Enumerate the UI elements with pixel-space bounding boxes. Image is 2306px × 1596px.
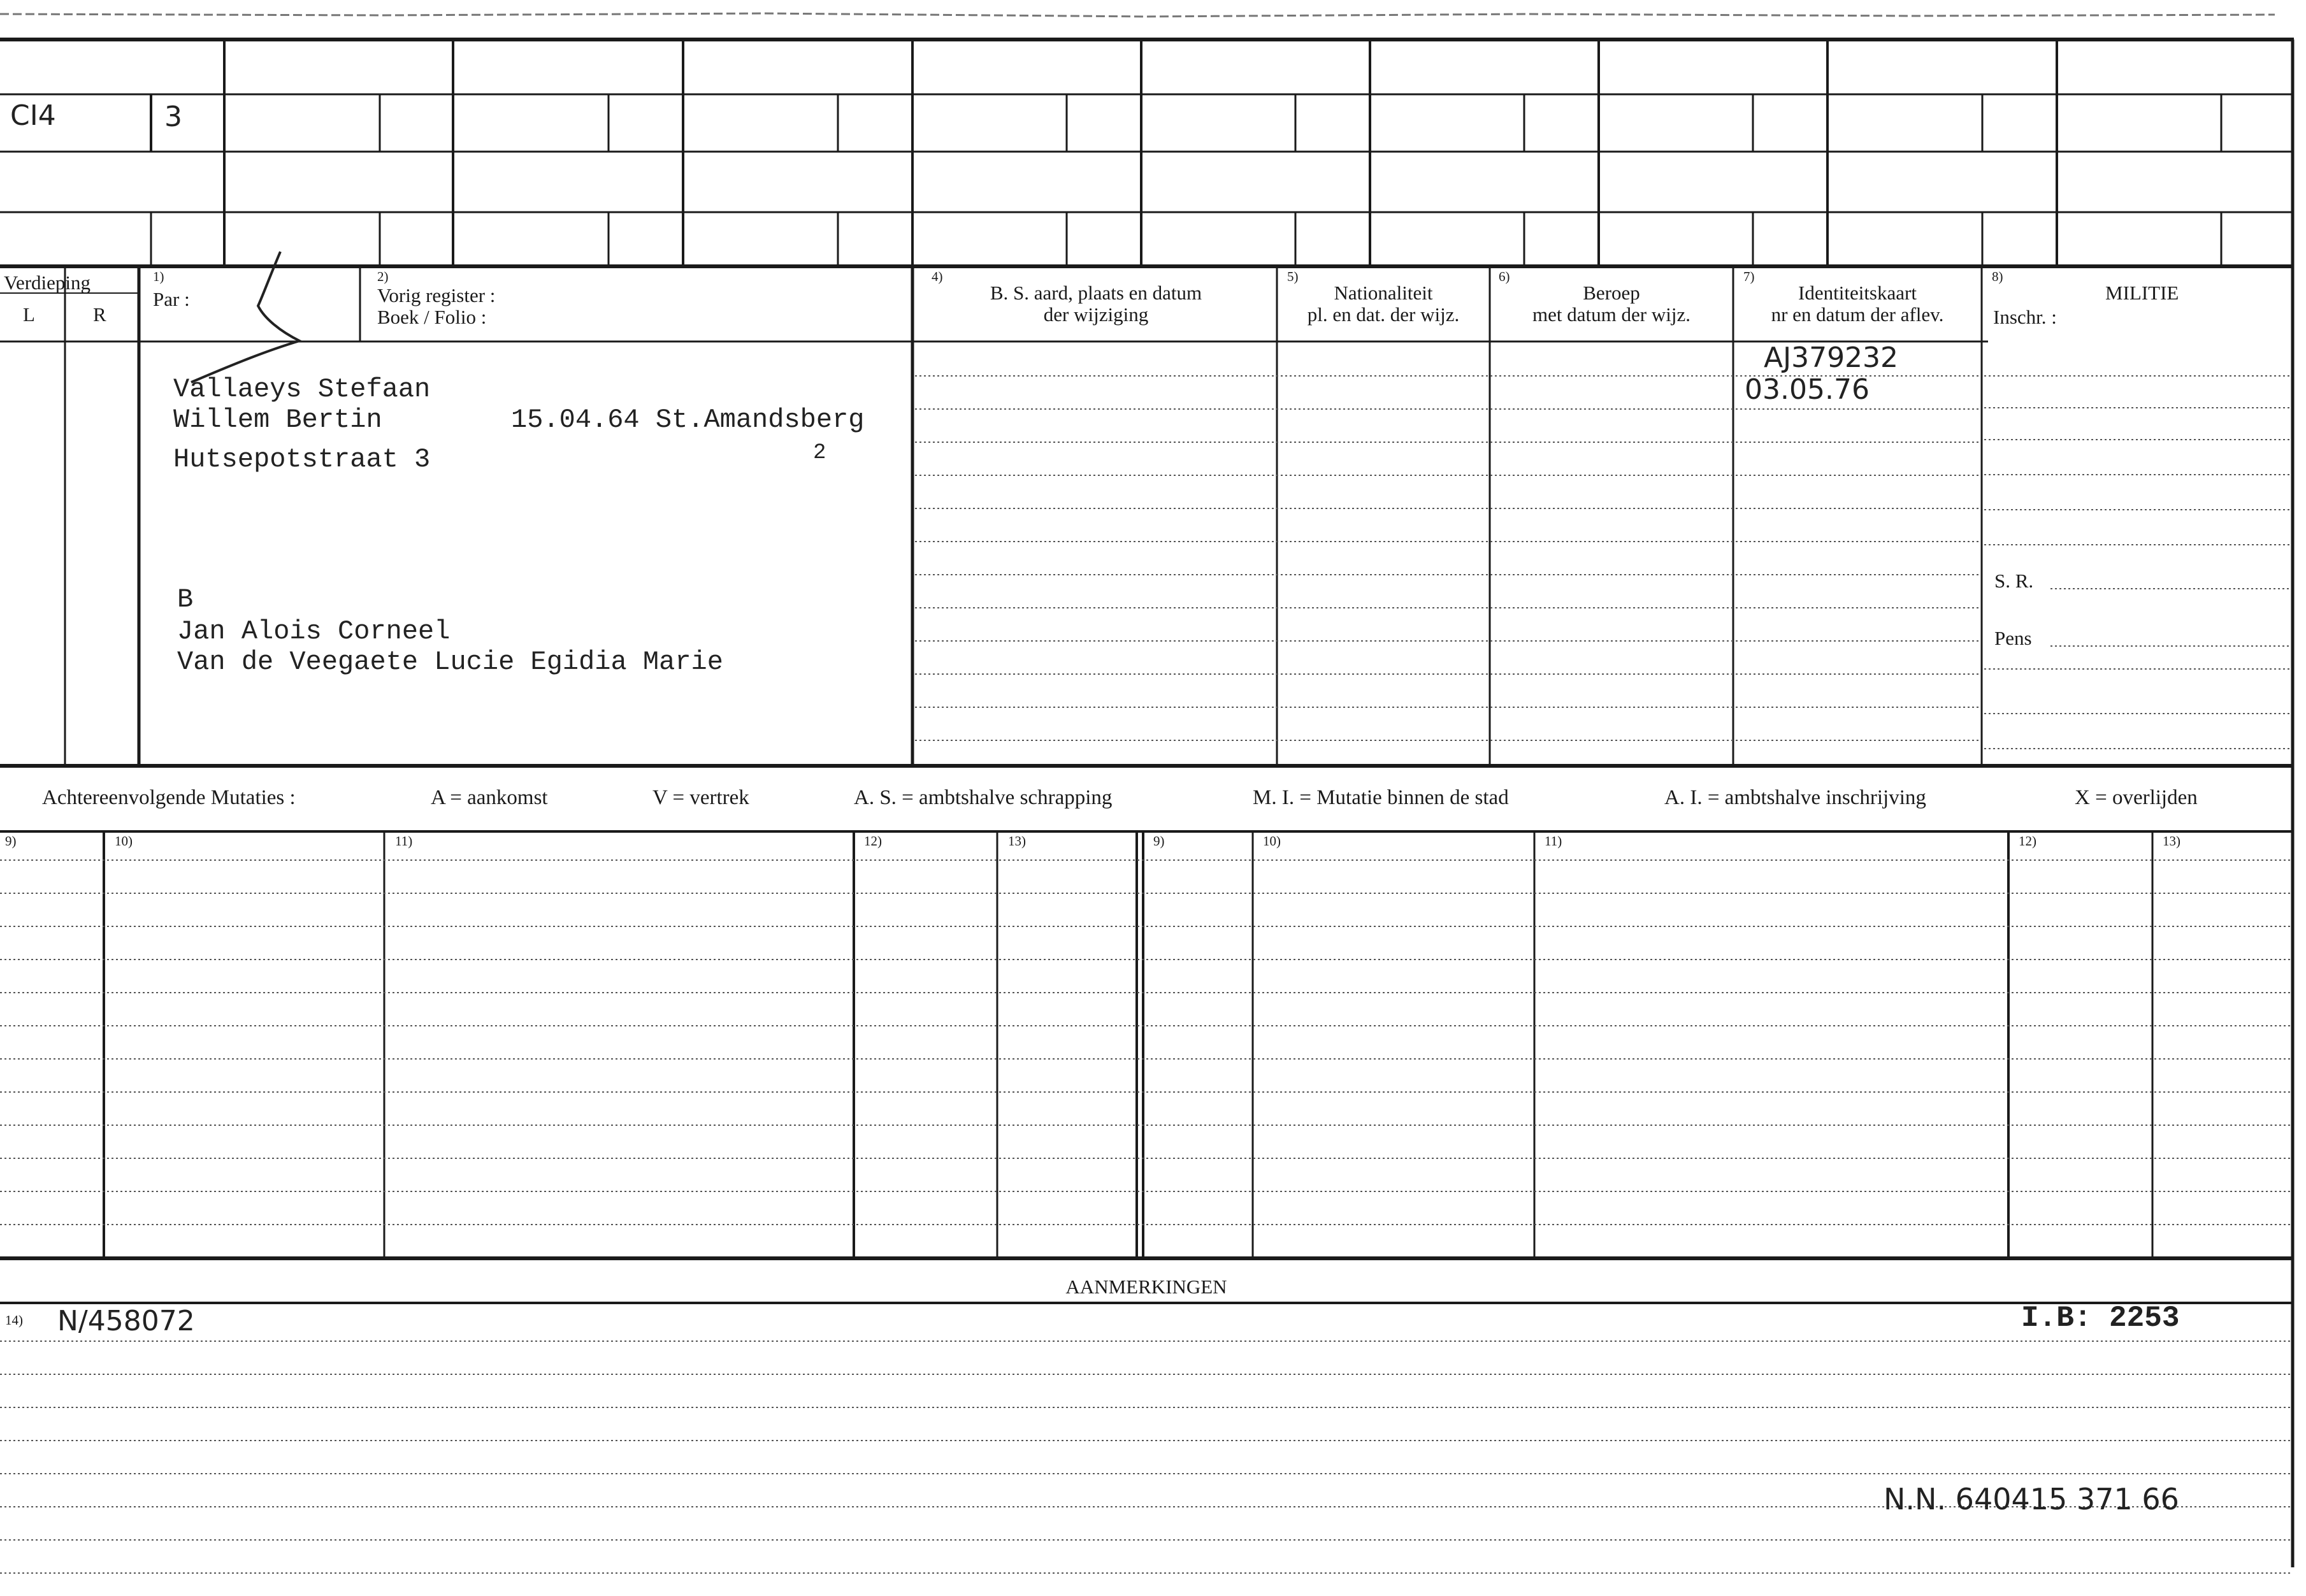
verdieping-label: Verdieping (4, 271, 91, 294)
note-7: 7) (1743, 269, 1755, 284)
nationaliteit-heading-2: pl. en dat. der wijz. (1307, 303, 1460, 326)
address-mark: 2 (813, 441, 826, 465)
number-cell: 3 (164, 101, 182, 133)
left-label: L (23, 303, 35, 326)
mutation-col-9a: 9) (5, 833, 17, 849)
status-code: B (177, 584, 194, 615)
legend-schrapping: A. S. = ambtshalve schrapping (854, 786, 1113, 809)
militie-heading: MILITIE (2105, 282, 2179, 304)
bs-heading-1: B. S. aard, plaats en datum (990, 282, 1202, 304)
mutation-col-11a: 11) (395, 833, 413, 849)
legend-aankomst: A = aankomst (431, 786, 548, 809)
identiteitskaart-heading-2: nr en datum der aflev. (1771, 303, 1944, 326)
note-14: 14) (5, 1312, 23, 1328)
mutation-col-10a: 10) (115, 833, 133, 849)
remarks-nn: N.N. 640415 371 66 (1884, 1482, 2179, 1516)
note-4: 4) (932, 269, 943, 284)
person-birth: 15.04.64 St.Amandsberg (511, 405, 865, 435)
mutation-col-12a: 12) (864, 833, 882, 849)
person-address: Hutsepotstraat 3 (173, 444, 431, 475)
mutation-col-12b: 12) (2019, 833, 2036, 849)
right-label: R (93, 303, 106, 326)
mutation-col-9b: 9) (1153, 833, 1165, 849)
legend-mutatie-stad: M. I. = Mutatie binnen de stad (1253, 786, 1509, 809)
code-cell: CI4 (10, 99, 56, 132)
remarks-ib: I.B: 2253 (2021, 1302, 2180, 1335)
nationaliteit-heading-1: Nationaliteit (1334, 282, 1433, 304)
mutation-col-10b: 10) (1263, 833, 1281, 849)
mutaties-title: Achtereenvolgende Mutaties : (42, 786, 296, 809)
mutation-col-13b: 13) (2163, 833, 2180, 849)
id-card-number: AJ379232 (1764, 341, 1899, 374)
identiteitskaart-heading-1: Identiteitskaart (1798, 282, 1917, 304)
id-card-date: 03.05.76 (1745, 373, 1870, 406)
legend-vertrek: V = vertrek (652, 786, 749, 809)
mutation-col-11b: 11) (1545, 833, 1562, 849)
remarks-ref: N/458072 (57, 1305, 195, 1337)
person-name: Vallaeys Stefaan (173, 374, 431, 405)
par-label: Par : (153, 288, 190, 310)
note-2: 2) (377, 269, 389, 284)
remarks-heading: AANMERKINGEN (1065, 1276, 1227, 1298)
legend-overlijden: X = overlijden (2075, 786, 2198, 809)
note-5: 5) (1287, 269, 1299, 284)
bs-heading-2: der wijziging (1043, 303, 1149, 326)
sr-label: S. R. (1994, 570, 2034, 592)
beroep-heading-1: Beroep (1583, 282, 1640, 304)
vorig-register-label: Vorig register : (377, 284, 496, 306)
legend-inschrijving: A. I. = ambtshalve inschrijving (1664, 786, 1926, 809)
inschr-label: Inschr. : (1993, 306, 2057, 328)
person-other-names: Willem Bertin (173, 405, 382, 435)
pens-label: Pens (1994, 627, 2032, 649)
boek-folio-label: Boek / Folio : (377, 306, 487, 328)
father-name: Jan Alois Corneel (177, 616, 450, 647)
mutation-col-13a: 13) (1008, 833, 1026, 849)
mother-name: Van de Veegaete Lucie Egidia Marie (177, 647, 723, 677)
note-8: 8) (1992, 269, 2003, 284)
note-6: 6) (1499, 269, 1510, 284)
beroep-heading-2: met datum der wijz. (1532, 303, 1690, 326)
note-1: 1) (153, 269, 164, 284)
